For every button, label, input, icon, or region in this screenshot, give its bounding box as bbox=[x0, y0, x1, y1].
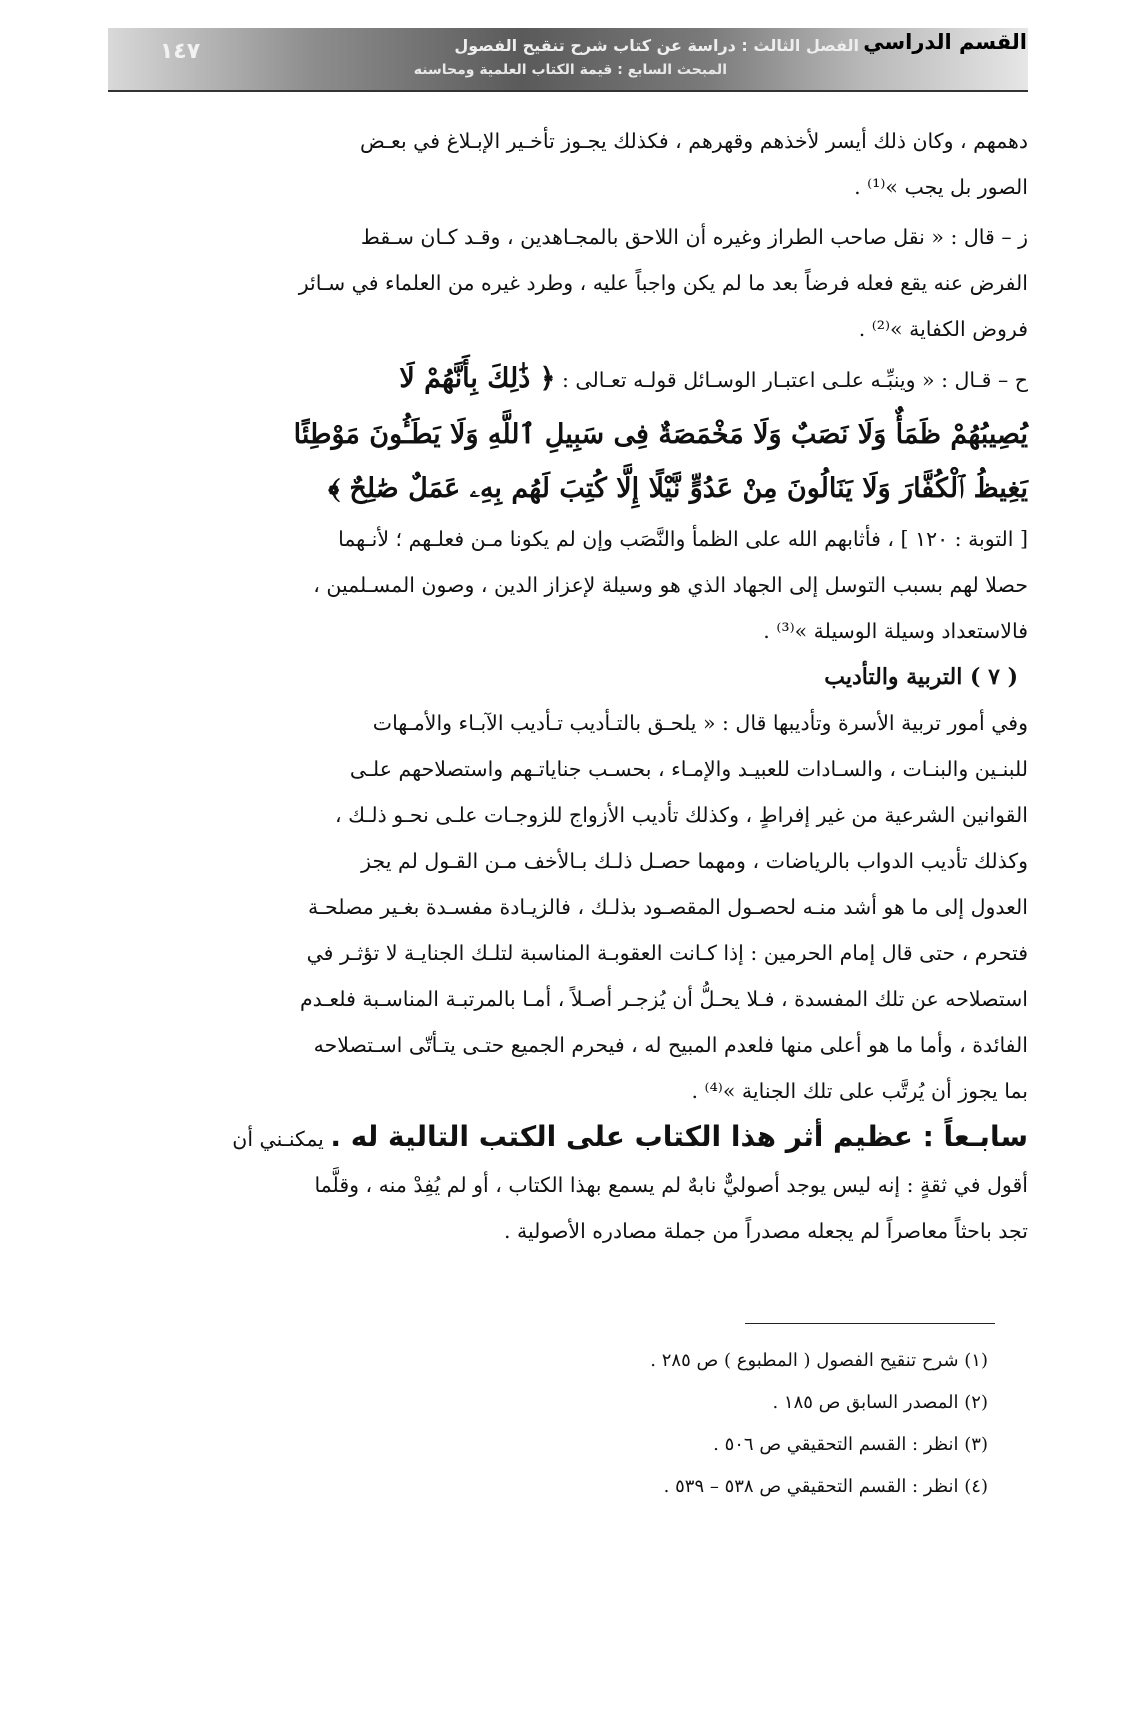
section-heading: ( ٧ ) التربية والتأديب bbox=[824, 664, 1018, 690]
text-line: تجد باحثاً معاصراً لم يجعله مصدراً من جملة مصادره الأصولية . bbox=[503, 1219, 1028, 1243]
footnote: (٣) انظر : القسم التحقيقي ص ٥٠٦ . bbox=[713, 1434, 988, 1455]
main-text bbox=[108, 118, 1028, 1254]
text-line: الفرض عنه يقع فعله فرضاً بعد ما لم يكن واجباً عليه ، وطرد غيره من العلماء في سـائر bbox=[298, 271, 1028, 295]
text-line: الصور بل يجب »⁽¹⁾ . bbox=[854, 175, 1028, 199]
text-line: فتحرم ، حتى قال إمام الحرمين : إذا كـانت العقوبـة المناسبة لتلـك الجنايـة لا تؤثـر في bbox=[306, 941, 1028, 965]
footnotes bbox=[108, 1340, 988, 1508]
header-subsection-title: المبحث السابع : قيمة الكتاب العلمية ومحاسنه bbox=[413, 62, 727, 78]
quote-intro: ح – قـال : « وينبِّـه علـى اعتبـار الوسـائل قولـه تعـالى : bbox=[561, 368, 1028, 392]
text-line: بما يجوز أن يُرتَّب على تلك الجناية »⁽⁴⁾ . bbox=[691, 1079, 1028, 1103]
text-line: وكذلك تأديب الدواب بالرياضات ، ومهما حصـل ذلـك بـالأخف مـن القـول لم يجز bbox=[361, 849, 1028, 873]
text-line: أقول في ثقةٍ : إنه ليس يوجد أصوليٌّ نابهٌ لم يسمع بهذا الكتاب ، أو لم يُفِدْ منه ، وقلَّما bbox=[314, 1173, 1028, 1197]
quran-verse: يُصِيبُهُمْ ظَمَأٌ وَلَا نَصَبٌ وَلَا مَخْمَصَةٌ فِى سَبِيلِ ٱللَّهِ وَلَا يَطَـُٔونَ مَوْطِئًا bbox=[293, 419, 1028, 450]
quran-verse: ﴿ ذَٰلِكَ بِأَنَّهُمْ لَا bbox=[399, 363, 556, 394]
seventh-heading: سابـعاً : عظيم أثر هذا الكتاب على الكتب التالية له . bbox=[330, 1120, 1028, 1153]
quran-quote-block bbox=[108, 352, 1028, 516]
header-section-title: القسم الدراسي bbox=[863, 30, 1027, 54]
quran-verse: يَغِيظُ ٱلْكُفَّارَ وَلَا يَنَالُونَ مِنْ عَدُوٍّ نَّيْلًا إِلَّا كُتِبَ لَهُم بِهِۦ عَمَلٌ صَٰلِحٌ ﴾ bbox=[328, 473, 1028, 504]
text-line: الفائدة ، وأما ما هو أعلى منها فلعدم المبيح له ، فيحرم الجميع حتـى يتـأتّى اسـتصلاحه bbox=[313, 1033, 1028, 1057]
footnote: (٤) انظر : القسم التحقيقي ص ٥٣٨ – ٥٣٩ . bbox=[663, 1476, 988, 1497]
text-line bbox=[108, 352, 1028, 408]
seventh-line-tail: يمكنـني أن bbox=[232, 1127, 324, 1151]
text-line: دهمهم ، وكان ذلك أيسر لأخذهم وقهرهم ، فكذلك يجـوز تأخـير الإبـلاغ في بعـض bbox=[359, 129, 1028, 153]
page-number: ١٤٧ bbox=[159, 39, 201, 64]
text-line: استصلاحه عن تلك المفسدة ، فـلا يحـلُّ أن يُزجـر أصـلاً ، أمـا بالمرتبـة المناسـبة فلعـدم bbox=[299, 987, 1028, 1011]
footnote: (١) شرح تنقيح الفصول ( المطبوع ) ص ٢٨٥ . bbox=[650, 1350, 988, 1371]
text-line: فالاستعداد وسيلة الوسيلة »⁽³⁾ . bbox=[763, 619, 1028, 643]
text-line: فروض الكفاية »⁽²⁾ . bbox=[858, 317, 1028, 341]
text-line: [ التوبة : ١٢٠ ] ، فأثابهم الله على الظمأ والنَّصَب وإن لم يكونا مـن فعلـهم ؛ لأنـهما bbox=[338, 527, 1028, 551]
text-line: وفي أمور تربية الأسرة وتأديبها قال : « يلحـق بالتـأديب تـأديب الآبـاء والأمـهات bbox=[372, 711, 1028, 735]
text-line: للبنـين والبنـات ، والسـادات للعبيـد والإمـاء ، بحسـب جناياتـهم واستصلاحهم علـى bbox=[349, 757, 1028, 781]
text-line bbox=[108, 1114, 1028, 1162]
header-chapter-title: الفصل الثالث : دراسة عن كتاب شرح تنقيح الفصول bbox=[454, 36, 859, 55]
text-line: القوانين الشرعية من غير إفراطٍ ، وكذلك تأديب الأزواج للزوجـات علـى نحـو ذلـك ، bbox=[335, 803, 1028, 827]
footnote-separator bbox=[745, 1323, 995, 1324]
text-line: حصلا لهم بسبب التوسل إلى الجهاد الذي هو وسيلة لإعزاز الدين ، وصون المسـلمين ، bbox=[313, 573, 1028, 597]
text-line: العدول إلى ما هو أشد منـه لحصـول المقصـود بذلـك ، فالزيـادة مفسـدة بغـير مصلحـة bbox=[307, 895, 1028, 919]
footnote: (٢) المصدر السابق ص ١٨٥ . bbox=[772, 1392, 988, 1413]
text-line: ز – قال : « نقل صاحب الطراز وغيره أن اللاحق بالمجـاهدين ، وقـد كـان سـقط bbox=[360, 225, 1028, 249]
